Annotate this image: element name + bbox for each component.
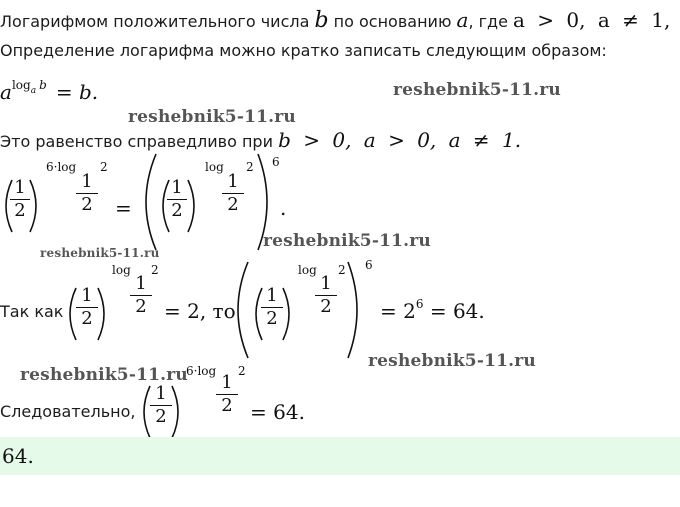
exp-coef: 6·log [186, 364, 217, 378]
inner-exp-square: 2 [246, 160, 254, 174]
inner-log-fraction: 1 2 [315, 274, 337, 317]
fraction-half: 1 2 [10, 178, 30, 221]
watermark: reshebnik5-11.ru [368, 351, 536, 371]
definition-formula [0, 80, 98, 104]
def-log-label: log [11, 78, 31, 92]
log-fraction: 1 2 [130, 274, 152, 317]
definition-text-line1 [0, 8, 670, 33]
condition-text [0, 128, 521, 152]
def-log-sub: a [30, 86, 37, 96]
paren-right [168, 382, 188, 442]
inner-log-fraction: 1 2 [222, 172, 244, 215]
watermark: reshebnik5-11.ru [263, 231, 431, 251]
inner-log: log [298, 263, 317, 277]
var-b: b [314, 8, 329, 33]
rhs-result: = 64. [250, 400, 305, 424]
answer-box [0, 437, 680, 475]
rhs-result: = 64. [429, 299, 485, 323]
def-base: a [0, 80, 12, 104]
condition-b: b > 0, a > 0, a ≠ 1. [278, 128, 522, 152]
equals-sign: = [115, 196, 132, 220]
outer-exp: 6 [365, 258, 373, 272]
paren-right-inner [184, 176, 204, 236]
exp-square: 2 [151, 263, 159, 277]
inner-log: log [205, 160, 224, 174]
line1-text-c: , где [468, 12, 508, 31]
log-fraction: 1 2 [76, 172, 98, 215]
definition-text-line2: Определение логарифма можно кратко записать следующим образом: [0, 41, 607, 60]
log-fraction: 1 2 [216, 373, 238, 416]
log-label: log [112, 263, 131, 277]
exp-square: 2 [100, 160, 108, 174]
def-log-arg: b [39, 78, 47, 92]
paren-right-inner [279, 284, 299, 344]
answer-value: 64. [2, 444, 34, 468]
fraction-half: 1 2 [76, 286, 98, 329]
watermark: reshebnik5-11.ru [128, 107, 296, 127]
exp-coef: 6·log [46, 160, 77, 174]
def-rhs: = b. [55, 80, 99, 104]
line6-prefix: Так как [0, 302, 64, 321]
line7-prefix: Следовательно, [0, 402, 136, 421]
rhs-base: = 2 [380, 299, 416, 323]
watermark: reshebnik5-11.ru [40, 246, 160, 260]
mid-text: = 2, то [164, 299, 236, 323]
outer-exp: 6 [272, 155, 280, 169]
line4-text: Это равенство справедливо при [0, 132, 273, 151]
fraction-half-inner: 1 2 [261, 286, 283, 329]
var-a: a [456, 8, 469, 32]
big-paren-right [346, 258, 366, 363]
inner-exp-square: 2 [338, 263, 346, 277]
paren-right [26, 176, 46, 236]
watermark: reshebnik5-11.ru [20, 365, 188, 385]
line1-text-a: Логарифмом положительного числа [0, 12, 310, 31]
period: . [280, 196, 287, 220]
fraction-half-inner: 1 2 [167, 178, 187, 221]
rhs-exp: 6 [415, 297, 424, 311]
condition-a: a > 0, a ≠ 1, [513, 8, 671, 32]
paren-right [94, 284, 114, 344]
exp-square: 2 [238, 364, 246, 378]
line1-text-b: по основанию [333, 12, 452, 31]
fraction-half: 1 2 [150, 384, 172, 427]
watermark: reshebnik5-11.ru [393, 80, 561, 100]
rhs-power [380, 299, 485, 323]
